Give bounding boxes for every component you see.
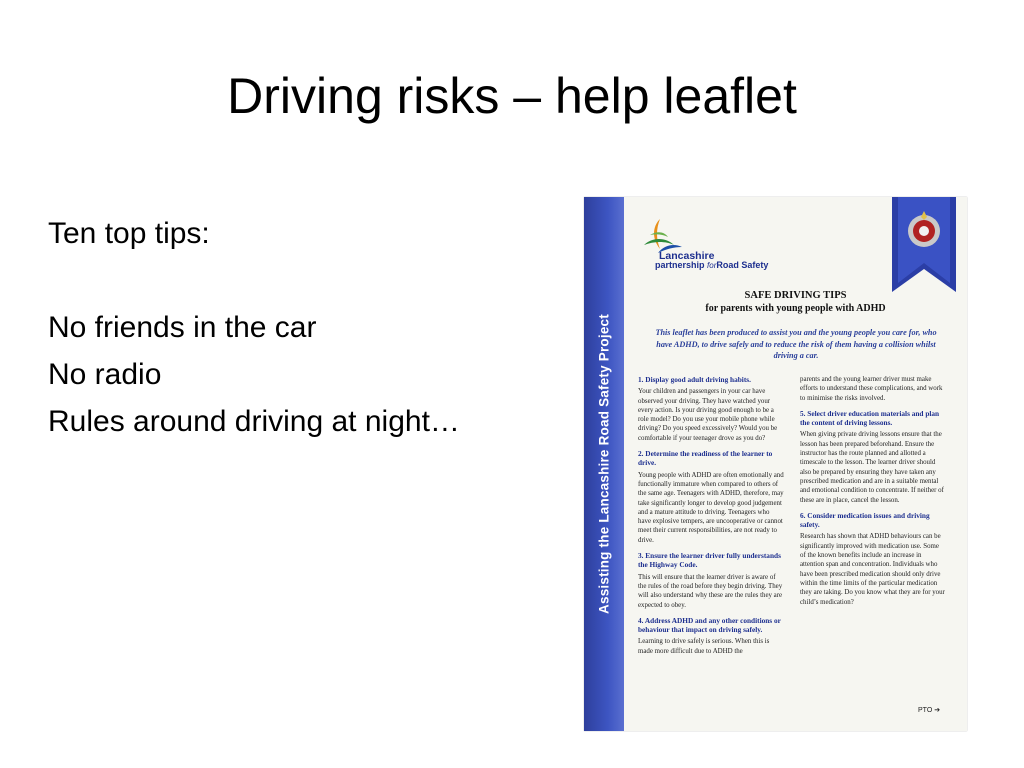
leaflet-right-column <box>800 375 946 613</box>
tip-item: Rules around driving at night… <box>48 405 460 438</box>
tip-text: Young people with ADHD are often emotionally and functionally immature when compared to others of the same age. Teenagers with ADHD, therefore, may take significantly longer to develop good judgement and a mature attitude to driving. Teenagers who have explosive tempers, are uncooperative or cannot meet their current responsibilities, are not ready to drive. <box>638 471 784 544</box>
tips-heading: Ten top tips: <box>48 217 210 250</box>
slide-body <box>48 210 558 445</box>
tip-heading: 4. Address ADHD and any other conditions or behaviour that impact on driving safely. <box>638 615 781 635</box>
tip-heading: 6. Consider medication issues and driving safety. <box>800 510 930 530</box>
leaflet-title: SAFE DRIVING TIPS <box>744 290 847 301</box>
tip-heading: 5. Select driver education materials and plan the content of driving lessons. <box>800 408 940 428</box>
leaflet-image <box>584 197 967 731</box>
brand-name: Lancashire <box>659 250 715 262</box>
tip-heading: 1. Display good adult driving habits. <box>638 375 751 384</box>
police-badge-icon <box>892 197 956 292</box>
tip-text: This will ensure that the learner driver is aware of the rules of the road before they begin driving. They will also understand why these are the rules they are expected to obey. <box>638 573 783 609</box>
tip-item: No radio <box>48 358 162 391</box>
leaflet-side-bar <box>584 197 624 731</box>
tip-text: Research has shown that ADHD behaviours can be significantly improved with medication use. Some of the known benefits include an increase in attention span and concentration. Individuals who have been prescribed medication should only drive within the time limits of the particular medication they are taking. Do you know what they are for your child’s medication? <box>800 533 945 606</box>
pto-label: PTO ➔ <box>918 707 941 714</box>
leaflet-left-column <box>638 375 784 662</box>
tip-heading: 2. Determine the readiness of the learner to drive. <box>638 449 773 468</box>
tip-text: Learning to drive safely is serious. When this is made more difficult due to ADHD the <box>638 638 770 655</box>
brand-subtitle: partnership forRoad Safety <box>655 260 769 270</box>
tip-heading: 3. Ensure the learner driver fully understands the Highway Code. <box>638 551 781 570</box>
tip-text: parents and the young learner driver must make efforts to understand these complications, and work to minimise the risks involved. <box>800 376 943 402</box>
tip-text: Your children and passengers in your car have observed your driving. They have watched your every action. Is your driving good enough to be a role model? Do you use your mobile phone while driving? Do you speed excessively? Would you be comfortable if your teenager drove as you do? <box>638 388 778 442</box>
side-bar-text: Assisting the Lancashire Road Safety Project <box>596 314 612 614</box>
tip-text: When giving private driving lessons ensure that the lesson has been prepared beforehand. Ensure the instructor has the route planned and allotted a timescale to the lesson. The learner driver should also be prepared by ensuring they have taken any prescribed medication and are in a suitable mental and emotional condition to concentrate. If neither of these are in place, cancel the lesson. <box>800 431 944 504</box>
leaflet-intro: This leaflet has been produced to assist you and the young people you care for, who have ADHD, to drive safely and to reduce the risk of them having a collision whilst driving a car. <box>655 328 937 360</box>
slide-title: Driving risks – help leaflet <box>227 68 797 124</box>
tip-item: No friends in the car <box>48 311 317 344</box>
leaflet-subtitle: for parents with young people with ADHD <box>705 303 886 314</box>
